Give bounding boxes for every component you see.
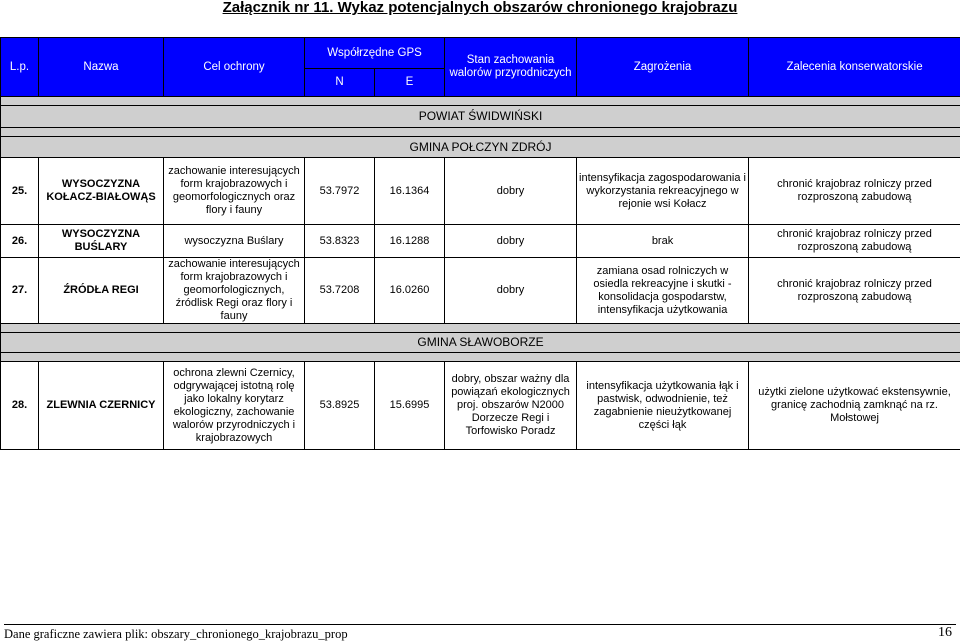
header-wsp: Współrzędne GPS <box>305 38 445 69</box>
page-title: Załącznik nr 11. Wykaz potencjalnych obszarów chronionego krajobrazu <box>0 0 960 16</box>
row-e: 16.1288 <box>375 225 445 258</box>
row-lp: 28. <box>1 362 39 450</box>
row-zagrozenia: intensyfikacja zagospodarowania i wykorzystania rekreacyjnego w rejonie wsi Kołacz <box>577 158 749 225</box>
section-gmina-slawoborze: GMINA SŁAWOBORZE <box>1 333 960 353</box>
section-powiat: POWIAT ŚWIDWIŃSKI <box>1 106 960 128</box>
row-nazwa: ŹRÓDŁA REGI <box>39 258 164 324</box>
row-cel: wysoczyzna Buślary <box>164 225 305 258</box>
row-zagrozenia: brak <box>577 225 749 258</box>
table-row <box>1 258 960 324</box>
header-lp: L.p. <box>1 38 39 97</box>
page-number: 16 <box>938 625 952 641</box>
row-stan: dobry <box>445 225 577 258</box>
row-e: 15.6995 <box>375 362 445 450</box>
row-stan: dobry, obszar ważny dla powiązań ekologicznych proj. obszarów N2000 Dorzecze Regi i Torfowisko Poradz <box>445 362 577 450</box>
row-zalecenia: chronić krajobraz rolniczy przed rozproszoną zabudową <box>749 258 960 324</box>
row-lp: 27. <box>1 258 39 324</box>
section-gmina-polczyn: GMINA POŁCZYN ZDRÓJ <box>1 137 960 158</box>
row-stan: dobry <box>445 158 577 225</box>
header-nazwa: Nazwa <box>39 38 164 97</box>
header-zagrozenia: Zagrożenia <box>577 38 749 97</box>
row-n: 53.7208 <box>305 258 375 324</box>
row-nazwa: WYSOCZYZNA BUŚLARY <box>39 225 164 258</box>
table-row <box>1 225 960 258</box>
row-zagrozenia: intensyfikacja użytkowania łąk i pastwisk, odwodnienie, też zagabnienie nieużytkowanej części łąk <box>577 362 749 450</box>
row-lp: 26. <box>1 225 39 258</box>
row-cel: zachowanie interesujących form krajobrazowych i geomorfologicznych, źródlisk Regi oraz flory i fauny <box>164 258 305 324</box>
row-n: 53.7972 <box>305 158 375 225</box>
table-row <box>1 158 960 225</box>
header-e: E <box>375 69 445 97</box>
header-stan: Stan zachowania walorów przyrodniczych <box>445 38 577 97</box>
row-nazwa: ZLEWNIA CZERNICY <box>39 362 164 450</box>
protected-areas-table <box>0 37 960 450</box>
footer-file-note: Dane graficzne zawiera plik: obszary_chronionego_krajobrazu_prop <box>4 627 348 642</box>
row-zalecenia: użytki zielone użytkować ekstensywnie, granicę zachodnią zamknąć na rz. Mołstowej <box>749 362 960 450</box>
row-stan: dobry <box>445 258 577 324</box>
row-n: 53.8925 <box>305 362 375 450</box>
row-e: 16.0260 <box>375 258 445 324</box>
table-row <box>1 362 960 450</box>
row-zalecenia: chronić krajobraz rolniczy przed rozproszoną zabudową <box>749 158 960 225</box>
row-nazwa: WYSOCZYZNA KOŁACZ-BIAŁOWĄS <box>39 158 164 225</box>
row-zalecenia: chronić krajobraz rolniczy przed rozproszoną zabudową <box>749 225 960 258</box>
header-cel: Cel ochrony <box>164 38 305 97</box>
row-n: 53.8323 <box>305 225 375 258</box>
row-lp: 25. <box>1 158 39 225</box>
row-cel: zachowanie interesujących form krajobrazowych i geomorfologicznych oraz flory i fauny <box>164 158 305 225</box>
row-e: 16.1364 <box>375 158 445 225</box>
row-cel: ochrona zlewni Czernicy, odgrywającej istotną rolę jako lokalny korytarz ekologiczny, zachowanie walorów przyrodniczych i krajobrazowych <box>164 362 305 450</box>
row-zagrozenia: zamiana osad rolniczych w osiedla rekreacyjne i skutki - konsolidacja gospodarstw, intensyfikacja użytkowania <box>577 258 749 324</box>
header-n: N <box>305 69 375 97</box>
page-footer <box>4 624 956 625</box>
header-zalecenia: Zalecenia konserwatorskie <box>749 38 960 97</box>
